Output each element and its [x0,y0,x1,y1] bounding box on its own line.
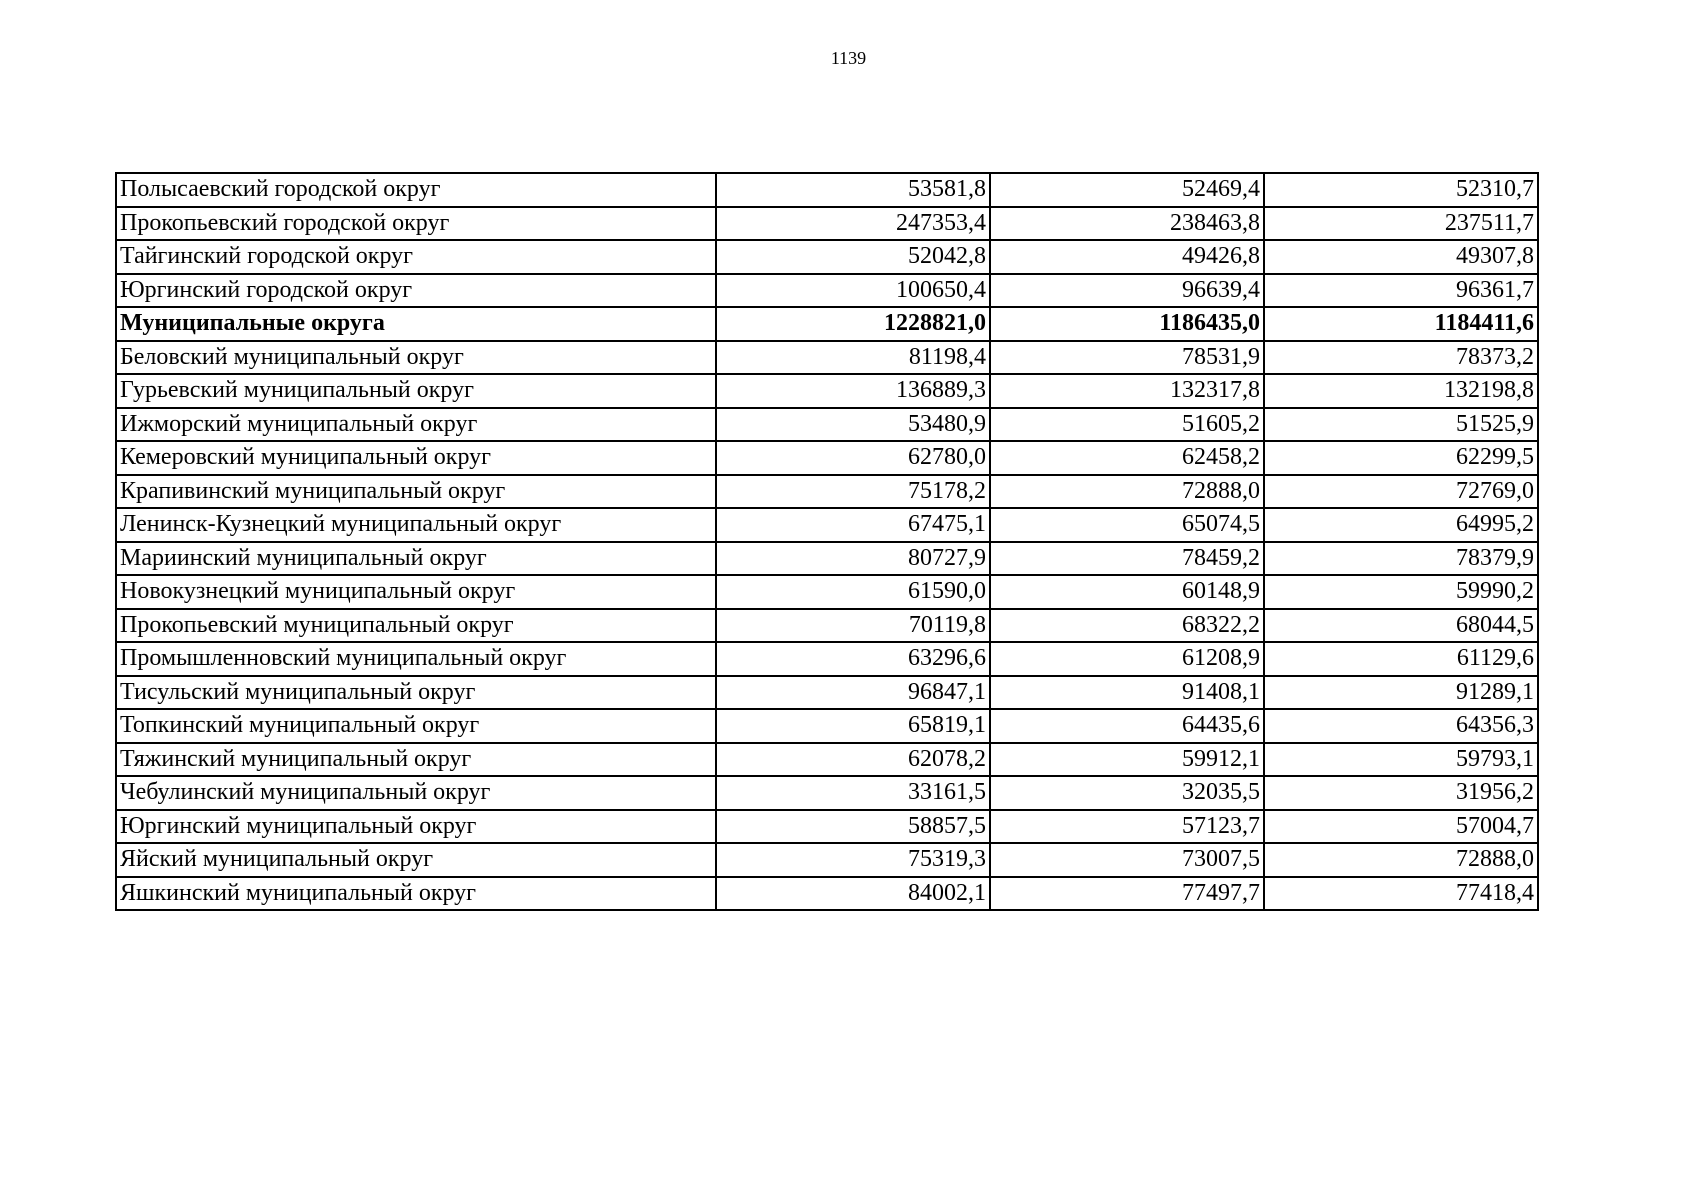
value-cell-3: 61129,6 [1264,642,1538,676]
district-name-cell: Кемеровский муниципальный округ [116,441,716,475]
value-cell-1: 80727,9 [716,542,990,576]
district-name-cell: Топкинский муниципальный округ [116,709,716,743]
page-number: 1139 [830,48,867,68]
district-name-cell: Ижморский муниципальный округ [116,408,716,442]
value-cell-3: 51525,9 [1264,408,1538,442]
district-name-cell: Тяжинский муниципальный округ [116,743,716,777]
value-cell-3: 132198,8 [1264,374,1538,408]
value-cell-2: 59912,1 [990,743,1264,777]
value-cell-3: 72769,0 [1264,475,1538,509]
district-name-cell: Гурьевский муниципальный округ [116,374,716,408]
value-cell-1: 33161,5 [716,776,990,810]
table-row [116,374,1538,408]
table-row [116,676,1538,710]
value-cell-2: 65074,5 [990,508,1264,542]
district-name-cell: Чебулинский муниципальный округ [116,776,716,810]
budget-table [115,172,1539,911]
value-cell-1: 81198,4 [716,341,990,375]
value-cell-2: 57123,7 [990,810,1264,844]
value-cell-3: 77418,4 [1264,877,1538,911]
district-name-cell: Яшкинский муниципальный округ [116,877,716,911]
district-name-cell: Юргинский городской округ [116,274,716,308]
value-cell-3: 64356,3 [1264,709,1538,743]
value-cell-1: 52042,8 [716,240,990,274]
table-row [116,843,1538,877]
table-row [116,173,1538,207]
value-cell-3: 59990,2 [1264,575,1538,609]
district-name-cell: Муниципальные округа [116,307,716,341]
value-cell-2: 68322,2 [990,609,1264,643]
table-row [116,609,1538,643]
value-cell-1: 67475,1 [716,508,990,542]
table-row [116,274,1538,308]
district-name-cell: Ленинск-Кузнецкий муниципальный округ [116,508,716,542]
district-name-cell: Крапивинский муниципальный округ [116,475,716,509]
value-cell-2: 64435,6 [990,709,1264,743]
value-cell-1: 53480,9 [716,408,990,442]
value-cell-2: 62458,2 [990,441,1264,475]
district-name-cell: Мариинский муниципальный округ [116,542,716,576]
table-body [116,173,1538,910]
value-cell-2: 77497,7 [990,877,1264,911]
value-cell-2: 78459,2 [990,542,1264,576]
table-row [116,307,1538,341]
value-cell-2: 78531,9 [990,341,1264,375]
value-cell-3: 59793,1 [1264,743,1538,777]
value-cell-3: 68044,5 [1264,609,1538,643]
table-row [116,508,1538,542]
district-name-cell: Яйский муниципальный округ [116,843,716,877]
value-cell-3: 72888,0 [1264,843,1538,877]
value-cell-1: 58857,5 [716,810,990,844]
value-cell-3: 78379,9 [1264,542,1538,576]
value-cell-3: 237511,7 [1264,207,1538,241]
value-cell-2: 132317,8 [990,374,1264,408]
district-name-cell: Тайгинский городской округ [116,240,716,274]
district-name-cell: Юргинский муниципальный округ [116,810,716,844]
value-cell-3: 62299,5 [1264,441,1538,475]
value-cell-2: 49426,8 [990,240,1264,274]
value-cell-2: 96639,4 [990,274,1264,308]
value-cell-2: 91408,1 [990,676,1264,710]
value-cell-2: 238463,8 [990,207,1264,241]
value-cell-2: 72888,0 [990,475,1264,509]
district-name-cell: Промышленновский муниципальный округ [116,642,716,676]
district-name-cell: Полысаевский городской округ [116,173,716,207]
table-row [116,408,1538,442]
value-cell-1: 61590,0 [716,575,990,609]
value-cell-2: 61208,9 [990,642,1264,676]
value-cell-1: 65819,1 [716,709,990,743]
district-name-cell: Новокузнецкий муниципальный округ [116,575,716,609]
district-name-cell: Беловский муниципальный округ [116,341,716,375]
district-name-cell: Прокопьевский муниципальный округ [116,609,716,643]
value-cell-1: 53581,8 [716,173,990,207]
value-cell-1: 62780,0 [716,441,990,475]
table-row [116,877,1538,911]
table-row [116,207,1538,241]
table-row [116,240,1538,274]
value-cell-2: 73007,5 [990,843,1264,877]
table-row [116,642,1538,676]
value-cell-1: 247353,4 [716,207,990,241]
value-cell-1: 100650,4 [716,274,990,308]
value-cell-3: 64995,2 [1264,508,1538,542]
value-cell-1: 75178,2 [716,475,990,509]
value-cell-1: 1228821,0 [716,307,990,341]
value-cell-1: 136889,3 [716,374,990,408]
value-cell-3: 1184411,6 [1264,307,1538,341]
value-cell-3: 91289,1 [1264,676,1538,710]
table-row [116,575,1538,609]
value-cell-2: 60148,9 [990,575,1264,609]
value-cell-2: 1186435,0 [990,307,1264,341]
table-row [116,776,1538,810]
value-cell-1: 62078,2 [716,743,990,777]
value-cell-3: 78373,2 [1264,341,1538,375]
table-row [116,341,1538,375]
district-name-cell: Тисульский муниципальный округ [116,676,716,710]
table-row [116,810,1538,844]
value-cell-1: 84002,1 [716,877,990,911]
value-cell-2: 52469,4 [990,173,1264,207]
table-row [116,542,1538,576]
value-cell-2: 32035,5 [990,776,1264,810]
value-cell-3: 52310,7 [1264,173,1538,207]
district-name-cell: Прокопьевский городской округ [116,207,716,241]
table-row [116,743,1538,777]
value-cell-1: 96847,1 [716,676,990,710]
value-cell-3: 31956,2 [1264,776,1538,810]
value-cell-2: 51605,2 [990,408,1264,442]
value-cell-3: 57004,7 [1264,810,1538,844]
value-cell-1: 63296,6 [716,642,990,676]
value-cell-1: 70119,8 [716,609,990,643]
table-row [116,709,1538,743]
table-row [116,475,1538,509]
value-cell-3: 96361,7 [1264,274,1538,308]
value-cell-1: 75319,3 [716,843,990,877]
table-row [116,441,1538,475]
value-cell-3: 49307,8 [1264,240,1538,274]
